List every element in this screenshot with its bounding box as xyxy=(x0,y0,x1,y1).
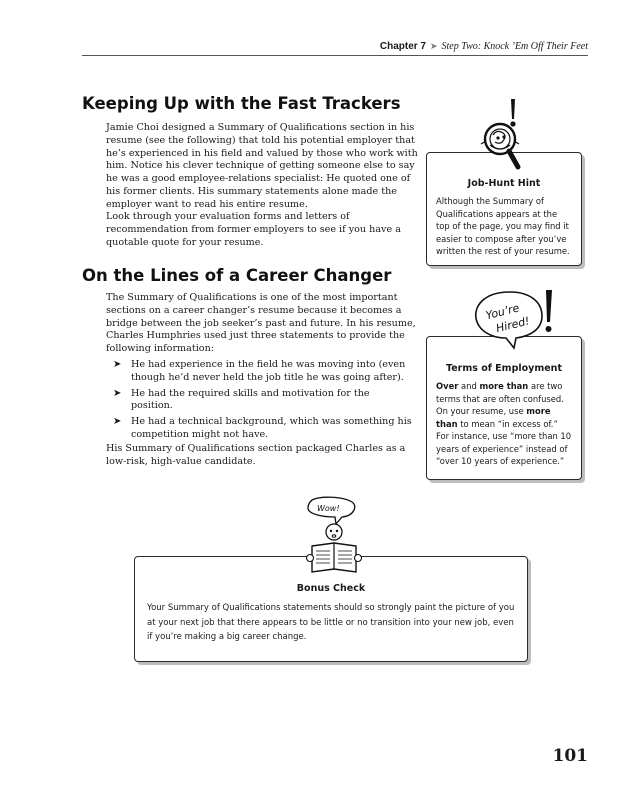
youre-text: You’re xyxy=(484,301,521,323)
bullet-arrow-icon: ➤ xyxy=(113,359,122,370)
job-hunt-hint-body: Although the Summary of Qualifications appears at the top of the page, you may find it easier to compose after you’ve written the rest of your resume. xyxy=(436,196,570,256)
chapter-subtitle: Step Two: Knock ’Em Off Their Feet xyxy=(441,41,588,52)
hired-text: Hired! xyxy=(494,314,531,336)
list-item: ➤ He had a technical background, which was something his competition might not have. xyxy=(113,416,412,440)
page-number: 101 xyxy=(552,746,588,766)
reader-wow-icon xyxy=(302,496,366,582)
terms-title: Terms of Employment xyxy=(446,363,562,374)
paragraph-career-changer-intro: The Summary of Qualifications is one of the most important sections on a career changer’s resume because it becomes a bridge between the job seeker’s past and future. In his resume, Charles Humphries used just three statements to provide the following information: xyxy=(106,292,416,355)
wow-text: Wow! xyxy=(317,504,340,513)
magnifying-glass-exclamation-icon xyxy=(478,97,530,173)
arrow-icon: ➤ xyxy=(429,42,438,52)
bullet-arrow-icon: ➤ xyxy=(113,416,122,428)
paragraph-quotable-quote: Look through your evaluation forms and letters of recommendation from former employers to see if you have a quotable quote for your resume. xyxy=(106,211,401,248)
list-item: ➤ He had experience in the field he was moving into (even though he’d never held the job title he was going after). xyxy=(113,359,406,383)
terms-body: Over and more than are two terms that are often confused. On your resume, use more than to mean “in excess of.” For instance, use “more than 10 years of experience” instead of “over 10 years of experience.” xyxy=(436,381,572,466)
header-rule xyxy=(82,55,588,56)
section-heading-career-changer: On the Lines of a Career Changer xyxy=(82,266,392,285)
bullet-arrow-icon: ➤ xyxy=(113,387,122,399)
paragraph-closing: His Summary of Qualifications section packaged Charles as a low-risk, high-value candidate. xyxy=(106,443,406,467)
running-head xyxy=(380,41,588,52)
chapter-label: Chapter 7 xyxy=(379,41,426,52)
terms-of-employment-box xyxy=(426,336,582,480)
bonus-check-title: Bonus Check xyxy=(296,583,366,594)
list-item: ➤ He had the required skills and motivation for the position. xyxy=(113,387,370,412)
section-heading-fast-trackers: Keeping Up with the Fast Trackers xyxy=(82,94,401,113)
paragraph-jamie-choi: Jamie Choi designed a Summary of Qualifications section in his resume (see the following) that told his potential employer that he’s experienced in his field and valued by those who work with him. Notice his clever technique of getting someone else to say he was a good employee-relations specialist: He quoted one of his former clients. His summary statements alone made the employer want to read his entire resume. xyxy=(106,122,418,210)
term-over: Over xyxy=(436,381,459,391)
job-hunt-hint-title: Job-Hunt Hint xyxy=(467,178,541,189)
term-more-than: more than xyxy=(479,381,529,391)
speech-bubble-exclamation-icon xyxy=(470,286,560,352)
term-more-than-2: more than xyxy=(436,406,551,429)
bullet-list xyxy=(113,359,413,445)
bonus-check-body: Your Summary of Qualifications statements should so strongly paint the picture of you at your next job that there appears to be little or no transition into your new job, even if you’re making a big career change. xyxy=(147,603,515,642)
